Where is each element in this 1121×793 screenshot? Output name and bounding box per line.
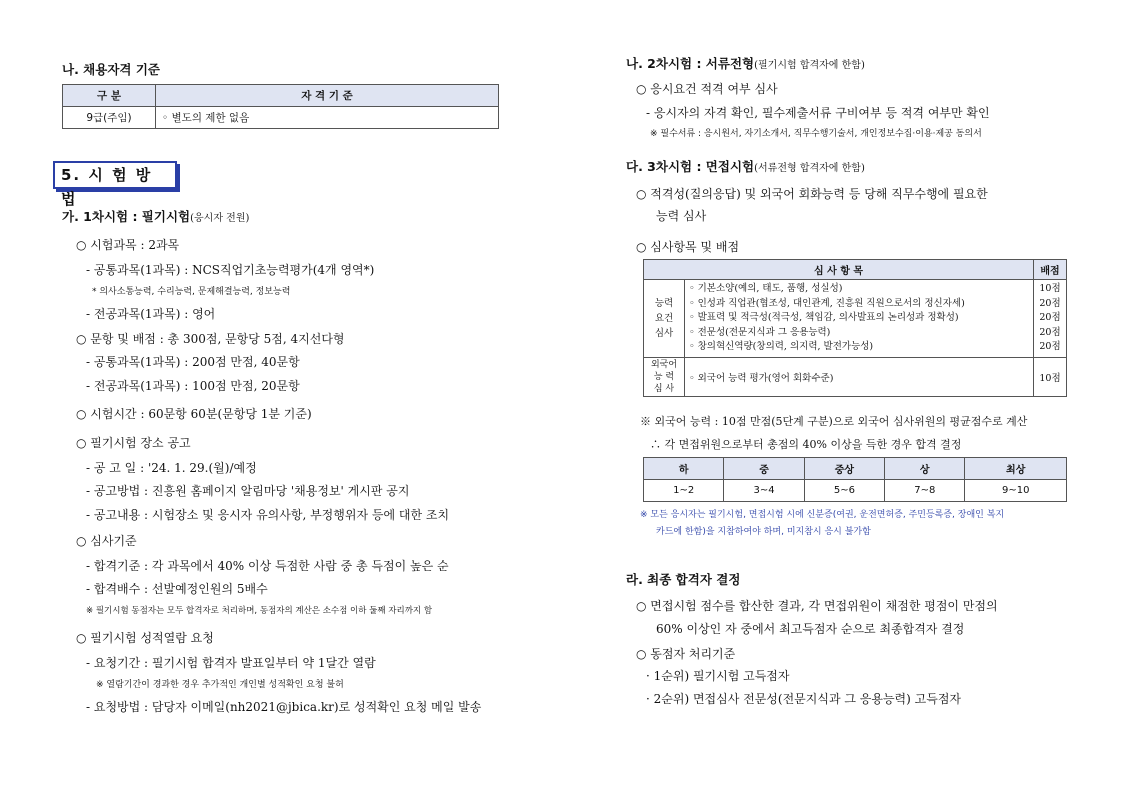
left-line-7: ○ 시험시간 : 60문항 60분(문항당 1분 기준) [76, 407, 312, 421]
blue-note-1: ※ 모든 응시자는 필기시험, 면접시험 시에 신분증(여권, 운전면허증, 주민등록증, 장애인 복지 [640, 510, 1005, 520]
section-na2-title-text: 나. 2차시험 : 서류전형 [626, 56, 755, 71]
grade-header-2: 중상 [804, 458, 884, 480]
left-line-11: - 공고내용 : 시험장소 및 응시자 유의사항, 부정행위자 등에 대한 조치 [86, 508, 450, 522]
items-group1-score-3: 20점 [1039, 326, 1061, 338]
grade-value-4: 9~10 [965, 480, 1067, 502]
qual-header-criteria: 자 격 기 준 [156, 85, 499, 107]
grade-header-0: 하 [644, 458, 724, 480]
section-da-title-text: 다. 3차시험 : 면접시험 [626, 159, 755, 174]
right-da-line-2: 능력 심사 [656, 209, 707, 223]
qual-cell-grade: 9급(주임) [63, 107, 156, 129]
grade-value-0: 1~2 [644, 480, 724, 502]
interview-items-table [643, 259, 1067, 397]
left-line-19: - 요청방법 : 담당자 이메일(nh2021@jbica.kr)로 성적확인 요청 메일 발송 [86, 700, 482, 714]
left-line-2: * 의사소통능력, 수리능력, 문제해결능력, 정보능력 [92, 287, 291, 297]
items-group1-score-0: 10점 [1039, 283, 1061, 294]
section-ga-note: (응시자 전원) [190, 213, 250, 224]
left-line-6: - 전공과목(1과목) : 100점 만점, 20문항 [86, 379, 300, 393]
left-line-1: - 공통과목(1과목) : NCS직업기초능력평가(4개 영역*) [86, 263, 375, 277]
left-line-5: - 공통과목(1과목) : 200점 만점, 40문항 [86, 355, 300, 369]
right-note-1: ※ 외국어 능력 : 10점 만점(5단계 구분)으로 외국어 심사위원의 평균점수로 계산 [640, 415, 1028, 428]
items-group1-score-1: 20점 [1039, 297, 1061, 309]
qual-cell-criteria: ◦ 별도의 제한 없음 [156, 107, 499, 129]
grade-value-1: 3~4 [724, 480, 804, 502]
right-da-line-3: ○ 심사항목 및 배점 [636, 240, 740, 254]
grade-value-3: 7~8 [885, 480, 965, 502]
grade-header-1: 중 [724, 458, 804, 480]
section-ga-title-text: 가. 1차시험 : 필기시험 [62, 209, 191, 224]
items-header-score: 배점 [1034, 260, 1067, 280]
right-da-line-1: ○ 적격성(질의응답) 및 외국어 회화능력 등 당해 직무수행에 필요한 [636, 187, 988, 201]
section-na-title: 나. 채용자격 기준 [62, 62, 160, 77]
grade-header-4: 최상 [965, 458, 1067, 480]
left-line-10: - 공고방법 : 진흥원 홈페이지 알림마당 '채용정보' 게시판 공지 [86, 484, 410, 498]
qual-header-category: 구 분 [63, 85, 156, 107]
items-group1-item-0: ◦ 기본소양(예의, 태도, 품행, 성실성) [689, 283, 843, 294]
section-na2-note: (필기시험 합격자에 한함) [754, 60, 865, 71]
left-line-15: ※ 필기시험 동점자는 모두 합격자로 처리하며, 동점자의 계산은 소수점 이하 둘째 자리까지 함 [86, 606, 433, 616]
items-group1-item-2: ◦ 발표력 및 적극성(적극성, 책임감, 의사발표의 논리성과 정확성) [689, 312, 959, 323]
section-da-title [626, 157, 865, 175]
qualification-table [62, 84, 499, 129]
right-ra-line-1: 60% 이상인 자 중에서 최고득점자 순으로 최종합격자 결정 [656, 622, 965, 636]
right-ra-line-0: ○ 면접시험 점수를 합산한 결과, 각 면접위원이 채점한 평점이 만점의 [636, 599, 998, 613]
left-line-4: ○ 문항 및 배점 : 총 300점, 문항당 5점, 4지선다형 [76, 332, 345, 346]
left-line-3: - 전공과목(1과목) : 영어 [86, 307, 216, 321]
left-line-13: - 합격기준 : 각 과목에서 40% 이상 득점한 사람 중 총 득점이 높은 순 [86, 559, 449, 573]
left-line-12: ○ 심사기준 [76, 534, 137, 548]
items-group2-score: 10점 [1034, 357, 1067, 396]
left-line-9: - 공 고 일 : '24. 1. 29.(월)/예정 [86, 461, 257, 475]
blue-note-2: 카드에 한함)을 지참하여야 하며, 미지참시 응시 불가함 [656, 527, 871, 537]
section-da-note: (서류전형 합격자에 한함) [754, 163, 865, 174]
right-na-line-2: ※ 필수서류 : 응시원서, 자기소개서, 직무수행기술서, 개인정보수집·이용·제공 동의서 [650, 129, 982, 139]
grade-table [643, 457, 1067, 502]
section-5-title: 5. 시 험 방 법 [53, 161, 177, 189]
right-ra-line-4: · 2순위) 면접심사 전문성(전문지식과 그 응용능력) 고득점자 [646, 692, 961, 706]
left-line-18: ※ 열람기간이 경과한 경우 추가적인 개인별 성적확인 요청 불허 [96, 680, 344, 690]
grade-header-3: 상 [885, 458, 965, 480]
items-group1-item-1: ◦ 인성과 직업관(협조성, 대인관계, 진흥원 직원으로서의 정신자세) [689, 297, 965, 309]
items-group2-item: ◦ 외국어 능력 평가(영어 회화수준) [685, 357, 1034, 396]
section-na2-title [626, 54, 865, 72]
left-line-14: - 합격배수 : 선발예정인원의 5배수 [86, 582, 268, 596]
items-group1-label: 능력 요건 심사 [644, 280, 685, 358]
right-ra-line-2: ○ 동점자 처리기준 [636, 647, 736, 661]
right-ra-line-3: · 1순위) 필기시험 고득점자 [646, 669, 790, 683]
left-line-0: ○ 시험과목 : 2과목 [76, 238, 180, 252]
items-group1-score-2: 20점 [1039, 312, 1061, 323]
section-ra-title: 라. 최종 합격자 결정 [626, 572, 741, 587]
items-group1-score-4: 20점 [1039, 341, 1061, 352]
items-group1-item-3: ◦ 전문성(전문지식과 그 응용능력) [689, 326, 831, 338]
left-line-8: ○ 필기시험 장소 공고 [76, 436, 191, 450]
items-group2-label: 외국어 능 력 심 사 [644, 357, 685, 396]
items-group1-item-4: ◦ 창의혁신역량(창의력, 의지력, 발전가능성) [689, 341, 874, 352]
items-header-item: 심 사 항 목 [644, 260, 1034, 280]
left-line-17: - 요청기간 : 필기시험 합격자 발표일부터 약 1달간 열람 [86, 656, 376, 670]
grade-value-2: 5~6 [804, 480, 884, 502]
right-note-2: ∴ 각 면접위원으로부터 총점의 40% 이상을 득한 경우 합격 결정 [650, 438, 962, 451]
right-na-line-0: ○ 응시요건 적격 여부 심사 [636, 82, 778, 96]
right-na-line-1: - 응시자의 자격 확인, 필수제출서류 구비여부 등 적격 여부만 확인 [646, 106, 990, 120]
left-line-16: ○ 필기시험 성적열람 요청 [76, 631, 214, 645]
section-ga-title [62, 207, 249, 225]
